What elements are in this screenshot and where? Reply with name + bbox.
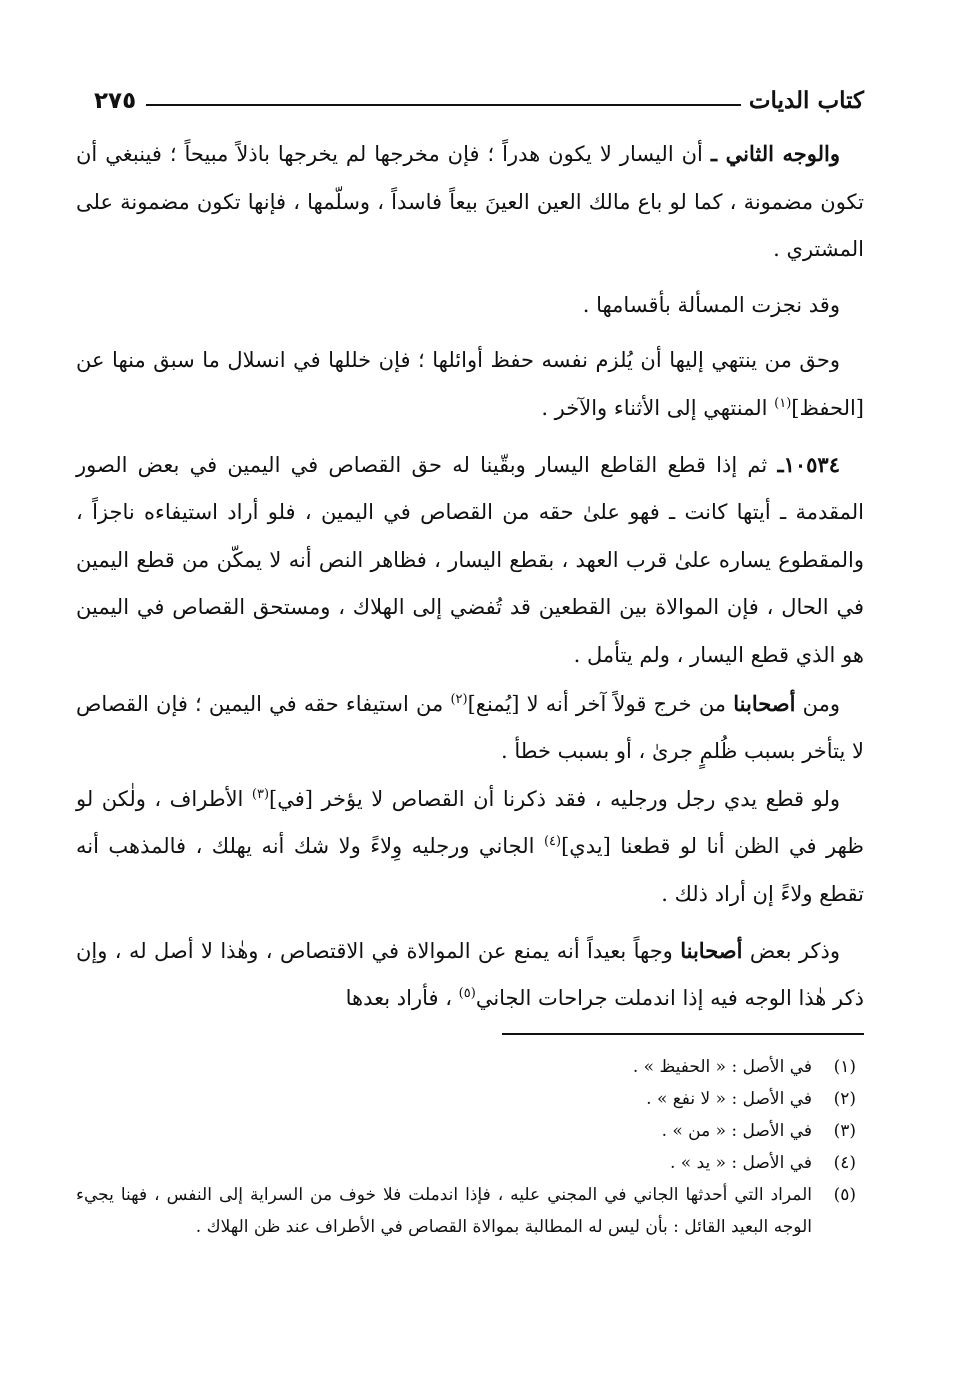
footnote [76, 1051, 864, 1083]
main-text [76, 130, 864, 1023]
paragraph-text: أن اليسار لا يكون هدراً ؛ فإن مخرجها لم يخرجها باذلاً مبيحاً ؛ فينبغي أن تكون مضمونة ، كما لو باع مالك العين العينَ بيعاً فاسداً ، وسلّمها ، فإنها تكون مضمونة على المشتري . [76, 142, 864, 262]
footnote-text: في الأصل : « يد » . [669, 1152, 812, 1173]
footnotes [76, 1051, 864, 1243]
paragraph [76, 441, 864, 680]
paragraph [76, 776, 864, 919]
paragraph-text: ولو قطع يدي رجل ورجليه ، فقد ذكرنا أن القصاص لا يؤخر [في] [269, 786, 840, 811]
paragraph [76, 927, 864, 1023]
footnote-text: في الأصل : « من » . [661, 1120, 812, 1141]
page-number: ٢٧٥ [94, 88, 137, 114]
footnote [76, 1179, 864, 1243]
bold-term: أصحابنا [680, 937, 743, 963]
footnote [76, 1115, 864, 1147]
paragraph-text: المنتهي إلى الأثناء والآخر . [541, 395, 775, 420]
bold-term: أصحابنا [733, 690, 796, 716]
paragraph-text: وحق من ينتهي إليها أن يُلزم نفسه حفظ أوائلها ؛ فإن خللها في انسلال ما سبق منها عن [الحفظ] [76, 348, 864, 420]
paragraph-text: وقد نجزت المسألة بأقسامها . [582, 292, 840, 317]
footnote [76, 1147, 864, 1179]
footnote-text: في الأصل : « الحفيظ » . [632, 1056, 812, 1077]
paragraph-text: الأطراف ، ولٰكن لو ظهر في الظن أنا لو قطعنا [يدي] [76, 786, 864, 859]
paragraph-text: ومن [795, 691, 840, 716]
footnote-ref: (٣) [251, 786, 270, 802]
footnote-number: (٢) [833, 1088, 856, 1109]
footnote-ref: (١) [774, 395, 792, 411]
paragraph-text: الجاني ورجليه وِلاءً ولا شك أنه يهلك ، فالمذهب أنه تقطع ولاءً إن أراد ذلك . [76, 834, 864, 906]
footnote-ref: (٥) [458, 986, 476, 1002]
paragraph-text: ثم إذا قطع القاطع اليسار وبقّينا له حق القصاص في اليمين في بعض الصور المقدمة ـ أيتها كانت ـ فهو علىٰ حقه من القصاص في اليمين ، فلو أراد استيفاءه ناجزاً ، والمقطوع يساره علىٰ قرب العهد ، بقطع اليسار ، فظاهر النص أنه لا يمكّن من قطع اليمين في الحال ، فإن الموالاة بين القطعين قد تُفضي إلى الهلاك ، ومستحق القصاص في اليمين هو الذي قطع اليسار ، ولم يتأمل . [76, 452, 864, 667]
paragraph-text: وذكر بعض [742, 938, 840, 963]
paragraph [76, 282, 864, 330]
running-header [76, 80, 864, 114]
footnote-text: في الأصل : « لا نفع » . [646, 1088, 812, 1109]
footnote-ref: (٤) [543, 834, 562, 850]
footnote-number: (٤) [833, 1152, 856, 1173]
footnote-number: (٣) [833, 1120, 856, 1141]
footnote-number: (٥) [833, 1184, 856, 1205]
document-page [76, 80, 864, 1243]
paragraph [76, 130, 864, 274]
footnote-separator [502, 1033, 864, 1035]
paragraph-text: من خرج قولاً آخر أنه لا [يُمنع] [467, 691, 734, 716]
footnote [76, 1083, 864, 1115]
footnote-text: المراد التي أحدثها الجاني في المجني عليه ، فإذا اندملت فلا خوف من السراية إلى النفس ، فهنا يجيء الوجه البعيد القائل : بأن ليس له المطالبة بموالاة القصاص في الأطراف عند ظن الهلاك . [76, 1184, 812, 1237]
book-title: كتاب الديات [748, 87, 864, 114]
paragraph-text: وجهاً بعيداً أنه يمنع عن الموالاة في الاقتصاص ، وهٰذا لا أصل له ، وإن ذكر هٰذا الوجه فيه إذا اندملت جراحات الجاني [76, 938, 864, 1011]
header-rule [146, 104, 741, 106]
footnote-number: (١) [833, 1056, 856, 1077]
footnote-ref: (٢) [450, 691, 468, 707]
issue-number: ١٠٥٣٤ـ [777, 451, 840, 477]
paragraph-lead: والوجه الثاني ـ [710, 141, 840, 166]
paragraph-text: من استيفاء حقه في اليمين ؛ فإن القصاص لا يتأخر بسبب ظُلمٍ جرىٰ ، أو بسبب خطأ . [76, 691, 864, 764]
paragraph [76, 680, 864, 776]
paragraph-text: ، فأراد بعدها [345, 986, 459, 1011]
paragraph [76, 337, 864, 432]
